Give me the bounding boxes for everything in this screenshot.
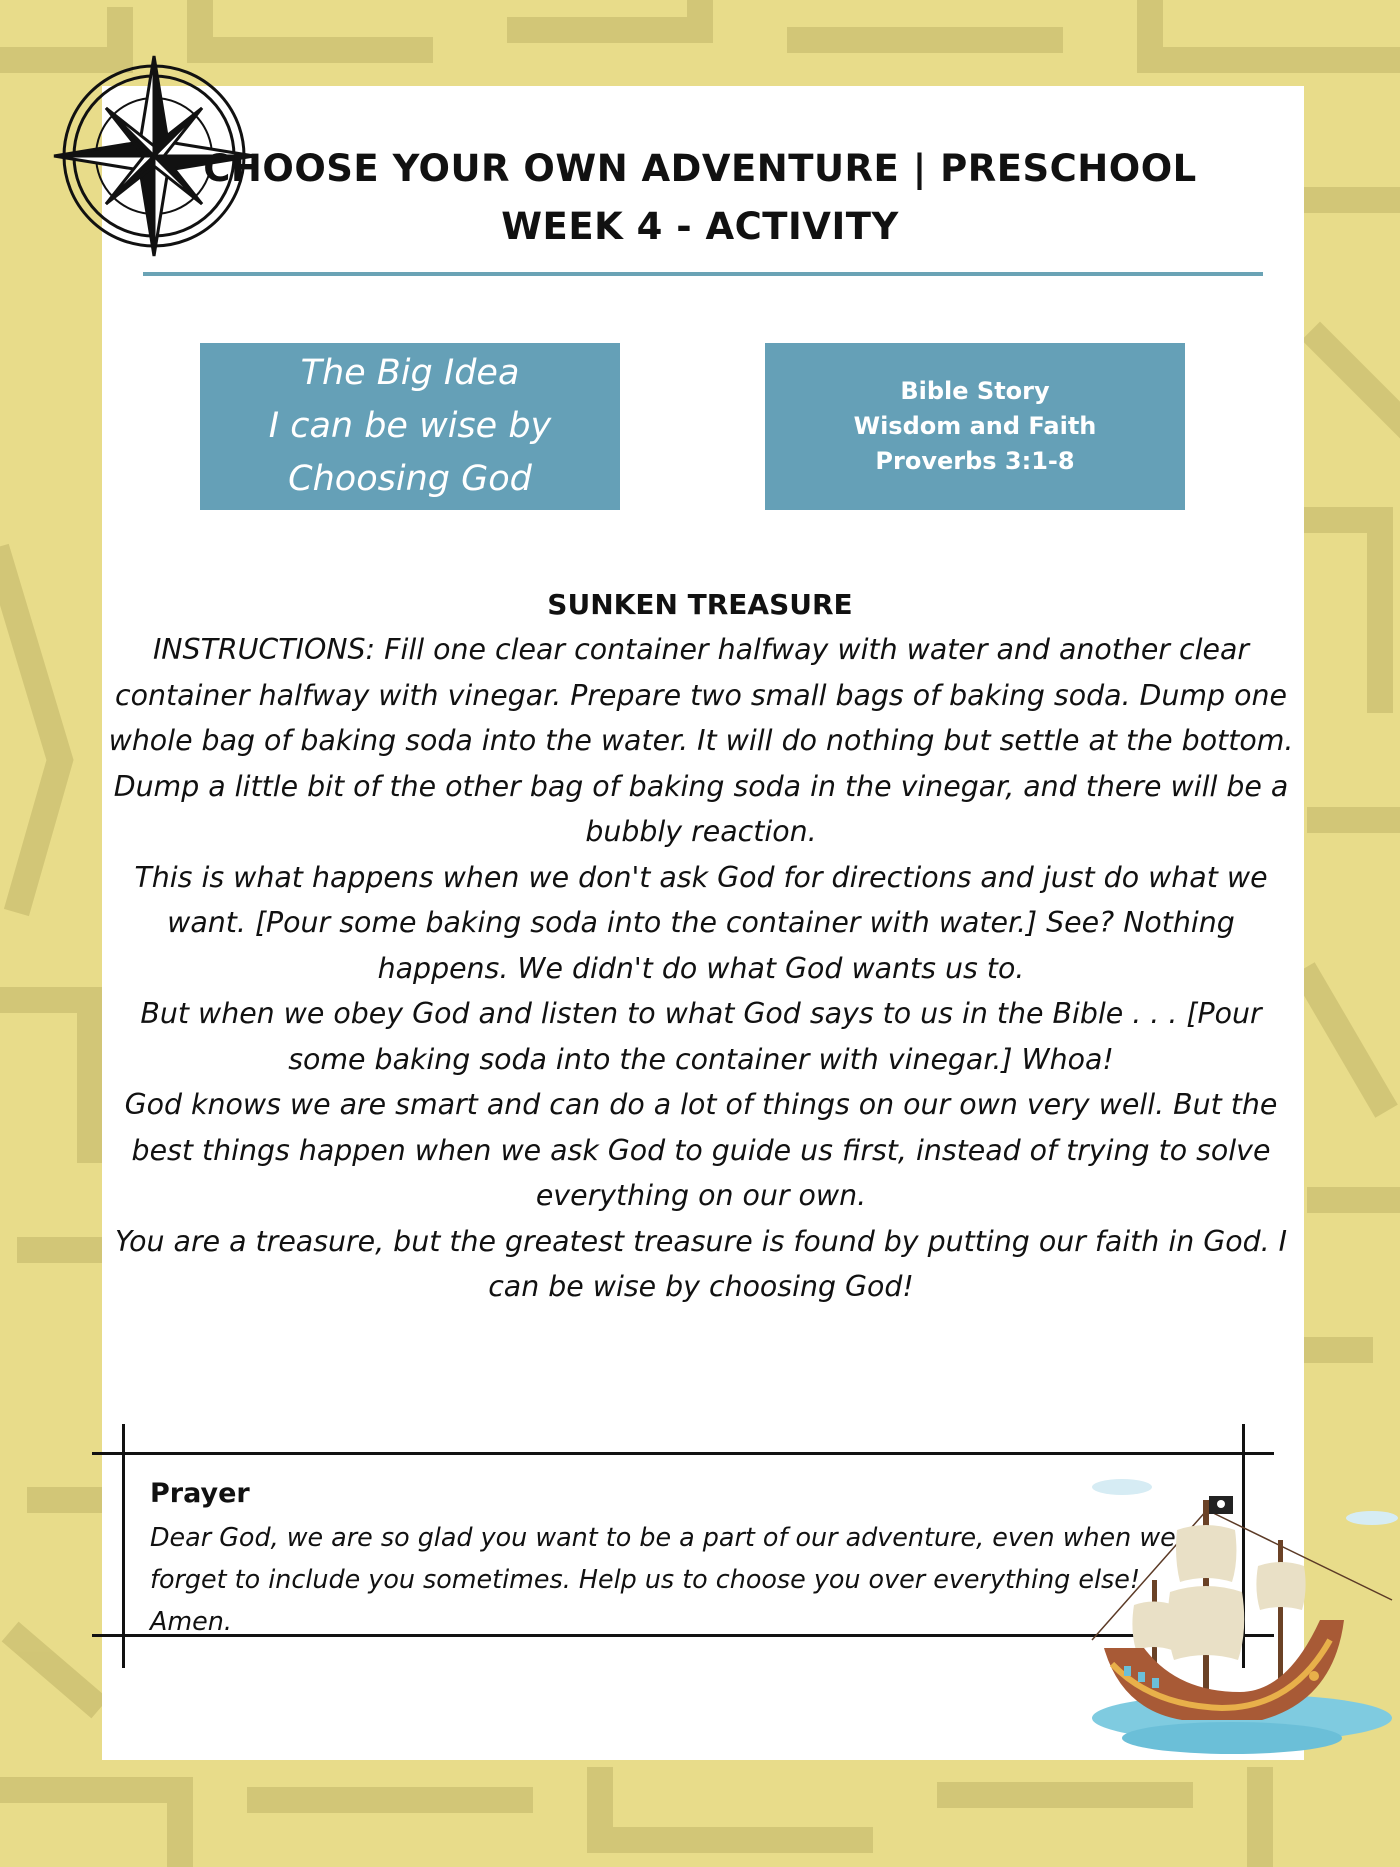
bible-story-title: Wisdom and Faith bbox=[853, 412, 1097, 440]
prayer-text: Dear God, we are so glad you want to be a part of our adventure, even when we forget to include you sometimes. Help us to choose you over everything else! Amen. bbox=[150, 1522, 1176, 1636]
title-line-2: WEEK 4 - ACTIVITY bbox=[501, 205, 899, 248]
title-line-1: CHOOSE YOUR OWN ADVENTURE | PRESCHOOL bbox=[203, 147, 1197, 190]
header-divider bbox=[143, 272, 1263, 276]
activity-paragraph: God knows we are smart and can do a lot of things on our own very well. But the best things happen when we ask God to guide us first, instead of trying to solve everything on our own. bbox=[124, 1088, 1278, 1212]
prayer-frame-top bbox=[92, 1452, 1274, 1455]
activity-paragraph: This is what happens when we don't ask God for directions and just do what we want. [Pour some baking soda into the container with water.] See? Nothing happens. We didn't do what God wants us to. bbox=[134, 860, 1268, 985]
pirate-ship-icon bbox=[1082, 1470, 1400, 1760]
prayer-frame-left bbox=[122, 1424, 125, 1668]
big-idea-heading: The Big Idea bbox=[300, 353, 520, 393]
bible-story-box bbox=[765, 343, 1185, 510]
bible-story-reference: Proverbs 3:1-8 bbox=[875, 447, 1075, 475]
activity-paragraph: But when we obey God and listen to what God says to us in the Bible . . . [Pour some baking soda into the container with vinegar.] Whoa! bbox=[140, 997, 1262, 1076]
bible-story-heading: Bible Story bbox=[900, 377, 1050, 405]
activity-paragraph: You are a treasure, but the greatest treasure is found by putting our faith in God. I can be wise by choosing God! bbox=[114, 1224, 1288, 1303]
activity-paragraph: INSTRUCTIONS: Fill one clear container halfway with water and another clear container halfway with vinegar. Prepare two small bags of baking soda. Dump one whole bag of baking soda into the water. It will do nothing but settle at the bottom. Dump a little bit of the other bag of baking soda in the vinegar, and there will be a bubbly reaction. bbox=[108, 633, 1294, 848]
activity-title: SUNKEN TREASURE bbox=[547, 588, 853, 621]
activity-instructions bbox=[106, 627, 1296, 1310]
page-title bbox=[0, 140, 1400, 256]
prayer-heading: Prayer bbox=[150, 1478, 250, 1509]
big-idea-box bbox=[200, 343, 620, 510]
big-idea-line-2: I can be wise by bbox=[268, 406, 552, 446]
big-idea-line-3: Choosing God bbox=[288, 459, 532, 499]
